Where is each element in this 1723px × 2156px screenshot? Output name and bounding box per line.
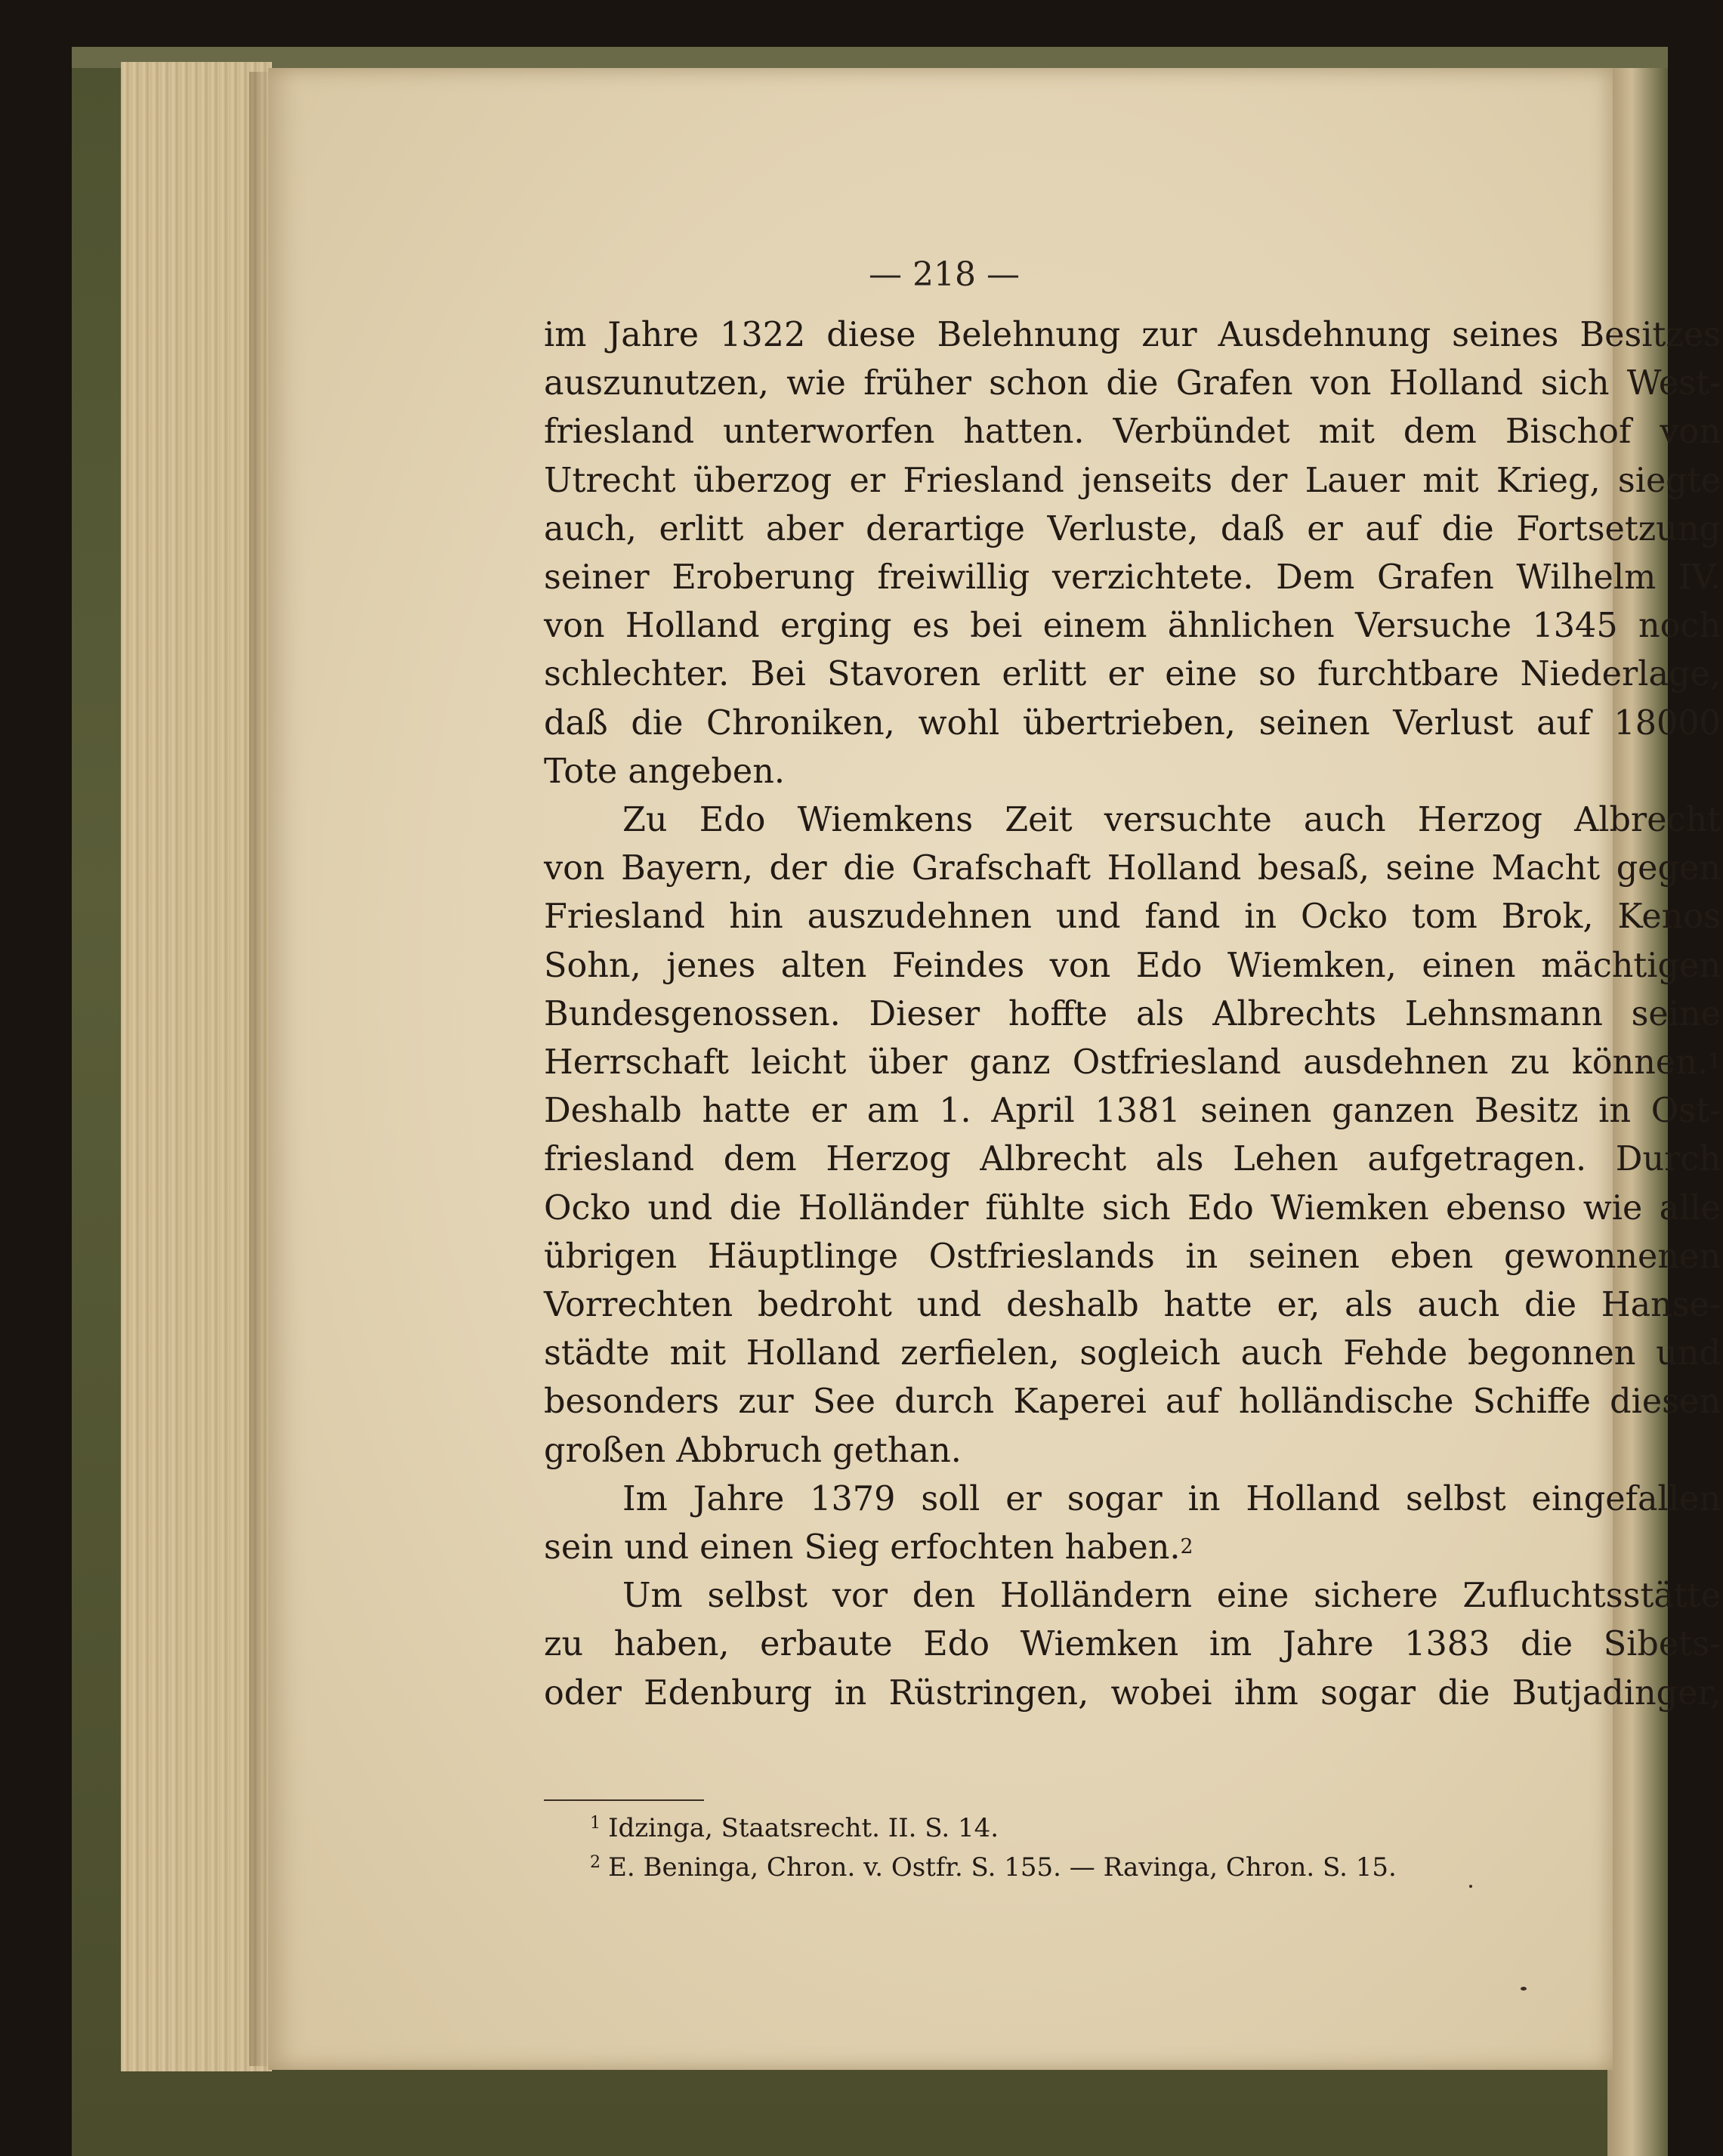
body-text [544, 311, 1721, 1718]
text-line [544, 1281, 1721, 1330]
text-line-content: daß die Chroniken, wohl übertrieben, seinen Verlust auf 18000 [544, 703, 1721, 743]
text-line-content: Vorrechten bedroht und deshalb hatte er, als auch die Hanse- [544, 1286, 1721, 1325]
footnote-divider [544, 1799, 704, 1801]
footnote-reference: 1 [1708, 1050, 1721, 1074]
text-line [544, 1135, 1721, 1184]
text-line [544, 1475, 1721, 1524]
text-line-content: Zu Edo Wiemkens Zeit versuchte auch Herzog Albrecht [622, 801, 1721, 840]
text-line-content: Um selbst vor den Holländern eine sichere Zufluchtsstätte [622, 1577, 1721, 1616]
text-line [544, 1233, 1721, 1281]
paper-speck [1469, 1885, 1472, 1888]
text-line [544, 554, 1721, 602]
text-line-content: zu haben, erbaute Edo Wiemken im Jahre 1383 die Sibets- [544, 1625, 1721, 1664]
text-line-content: von Holland erging es bei einem ähnlichen Versuche 1345 noch [544, 607, 1721, 646]
text-line-content: auszunutzen, wie früher schon die Grafen von Holland sich West- [544, 364, 1721, 403]
text-line [544, 457, 1721, 505]
footnote [590, 1849, 1723, 1889]
text-line-content: übrigen Häuptlinge Ostfrieslands in seinen eben gewonnenen [544, 1237, 1721, 1276]
text-line [544, 1427, 1721, 1475]
text-line-content: Friesland hin auszudehnen und fand in Ocko tom Brok, Kenos [544, 897, 1721, 937]
text-line-content: Im Jahre 1379 soll er sogar in Holland selbst eingefallen [622, 1479, 1721, 1518]
footnote-mark: 1 [590, 1812, 601, 1833]
footnote-reference: 2 [1180, 1535, 1193, 1559]
text-line-content: Bundesgenossen. Dieser hoffte als Albrechts Lehnsmann seine [544, 994, 1721, 1033]
text-line-content: großen Abbruch gethan. [544, 1431, 962, 1470]
text-line-content: friesland unterworfen hatten. Verbündet mit dem Bischof von [544, 412, 1721, 452]
text-line-content: Ocko und die Holländer fühlte sich Edo Wiemken ebenso wie alle [544, 1188, 1721, 1228]
text-line-content: besonders zur See durch Kaperei auf holländische Schiffe diesen [544, 1382, 1721, 1422]
text-line-content: Tote angeben. [544, 752, 786, 791]
text-line [544, 311, 1721, 360]
text-line [544, 1620, 1721, 1669]
text-line-content: Sohn, jenes alten Feindes von Edo Wiemken, einen mächtigen [544, 946, 1721, 985]
text-line-content: Deshalb hatte er am 1. April 1381 seinen ganzen Besitz in Ost- [544, 1092, 1721, 1131]
text-line [544, 602, 1721, 650]
text-line-content: friesland dem Herzog Albrecht als Lehen aufgetragen. Durch [544, 1140, 1721, 1179]
text-line [544, 796, 1721, 845]
text-line [544, 1378, 1721, 1426]
cover-top-edge [72, 47, 1668, 68]
text-line [544, 700, 1721, 748]
text-line [544, 1087, 1721, 1135]
text-line [544, 990, 1721, 1039]
text-line [544, 748, 1721, 796]
text-line-content: oder Edenburg in Rüstringen, wobei ihm sogar die Butjadinger, [544, 1673, 1721, 1713]
text-line [544, 1330, 1721, 1378]
text-line-content: städte mit Holland zerfielen, sogleich auch Fehde begonnen und [544, 1334, 1721, 1373]
text-line [544, 1670, 1721, 1718]
footnote-text: Idzinga, Staatsrecht. II. S. 14. [608, 1813, 999, 1843]
text-line-content: schlechter. Bei Stavoren erlitt er eine so furchtbare Niederlage, [544, 655, 1721, 694]
text-line [544, 1524, 1721, 1572]
text-line [544, 893, 1721, 941]
text-line [544, 1039, 1721, 1087]
text-line [544, 408, 1721, 456]
text-line-content: im Jahre 1322 diese Belehnung zur Ausdehnung seines Besitzes [544, 316, 1721, 354]
text-line-content: sein und einen Sieg erfochten haben. [544, 1528, 1181, 1568]
footnote [590, 1810, 1723, 1849]
footnote-mark: 2 [590, 1852, 601, 1872]
gutter-shadow [249, 72, 270, 2066]
paper-speck [1521, 1987, 1527, 1991]
text-line-content: von Bayern, der die Grafschaft Holland besaß, seine Macht gegen [544, 849, 1721, 888]
text-line [544, 1572, 1721, 1620]
text-line [544, 1185, 1721, 1233]
book-page [268, 68, 1721, 2070]
text-line [544, 650, 1721, 699]
text-line-content: Herrschaft leicht über ganz Ostfriesland ausdehnen zu können. [544, 1043, 1709, 1083]
text-line [544, 360, 1721, 408]
text-line-content: auch, erlitt aber derartige Verluste, daß er auf die Fortsetzung [544, 509, 1721, 548]
footnotes [590, 1810, 1723, 1889]
text-line-content: Utrecht überzog er Friesland jenseits der Lauer mit Krieg, siegte [544, 461, 1721, 500]
text-line [544, 845, 1721, 893]
page-number: — 218 — [869, 255, 1020, 294]
text-line [544, 942, 1721, 990]
text-line-content: seiner Eroberung freiwillig verzichtete. Dem Grafen Wilhelm IV. [544, 558, 1721, 598]
footnote-text: E. Beninga, Chron. v. Ostfr. S. 155. — Ravinga, Chron. S. 15. [608, 1852, 1397, 1883]
text-line [544, 505, 1721, 554]
